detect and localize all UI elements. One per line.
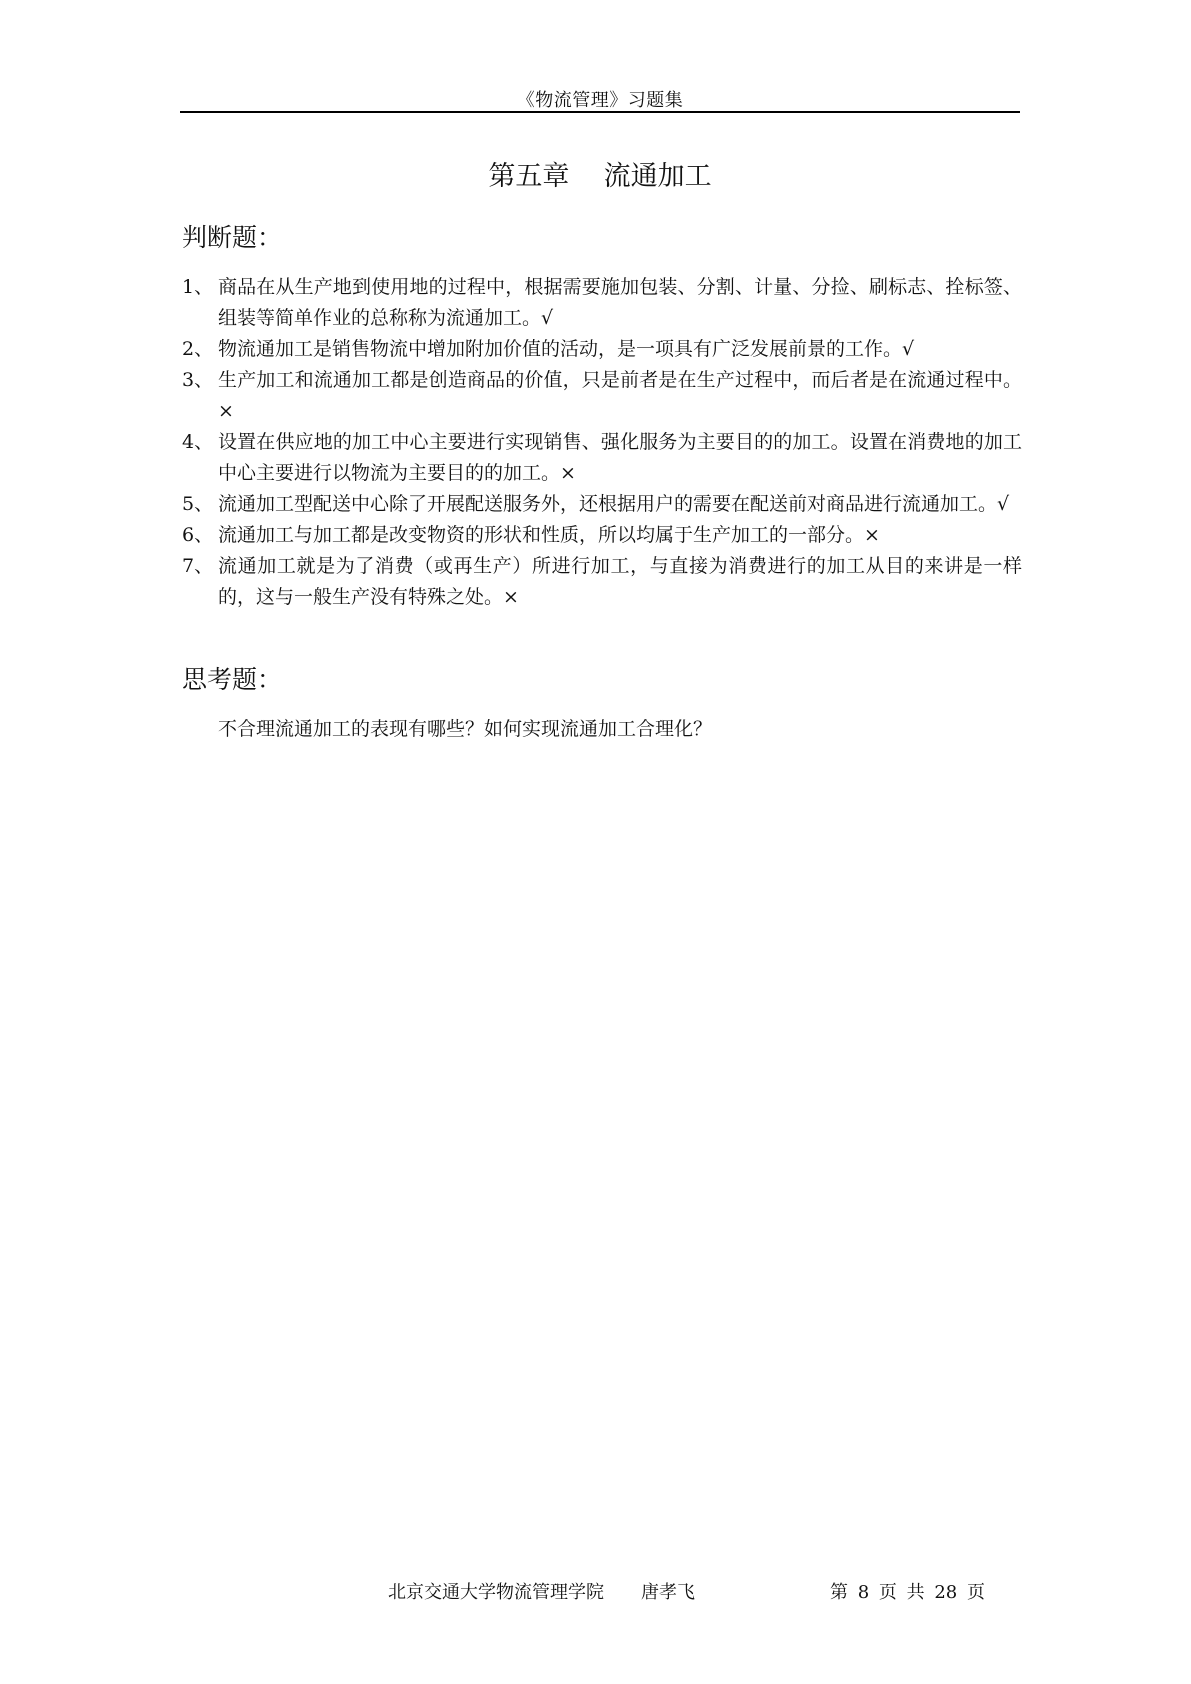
judgment-heading: 判断题：	[182, 223, 283, 252]
list-item	[182, 427, 1022, 489]
item-number: 1、	[182, 276, 214, 298]
judgment-list	[182, 272, 1022, 613]
item-number: 5、	[182, 493, 214, 515]
item-number: 7、	[182, 555, 214, 577]
item-number: 4、	[182, 431, 214, 453]
item-text: 流通加工型配送中心除了开展配送服务外，还根据用户的需要在配送前对商品进行流通加工。√	[218, 493, 1010, 515]
list-item	[182, 489, 1022, 520]
thinking-question: 不合理流通加工的表现有哪些？如何实现流通加工合理化？	[218, 718, 713, 740]
list-item	[182, 334, 1022, 365]
item-text: 流通加工就是为了消费（或再生产）所进行加工，与直接为消费进行的加工从目的来讲是一样的，这与一般生产没有特殊之处。×	[218, 555, 1022, 608]
thinking-heading: 思考题：	[182, 665, 283, 694]
item-text: 流通加工与加工都是改变物资的形状和性质，所以均属于生产加工的一部分。×	[218, 524, 880, 546]
list-item	[182, 272, 1022, 334]
header-rule	[180, 111, 1020, 113]
item-text: 物流通加工是销售物流中增加附加价值的活动，是一项具有广泛发展前景的工作。√	[218, 338, 915, 360]
footer-organization: 北京交通大学物流管理学院	[388, 1582, 604, 1603]
item-text: 商品在从生产地到使用地的过程中，根据需要施加包装、分割、计量、分捡、刷标志、拴标签、组装等简单作业的总称称为流通加工。√	[218, 276, 1022, 329]
footer-author: 唐孝飞	[641, 1582, 695, 1603]
item-text: 设置在供应地的加工中心主要进行实现销售、强化服务为主要目的的加工。设置在消费地的加工中心主要进行以物流为主要目的的加工。×	[218, 431, 1022, 484]
running-header: 《物流管理》习题集	[516, 90, 684, 111]
item-text: 生产加工和流通加工都是创造商品的价值，只是前者是在生产过程中，而后者是在流通过程中。×	[218, 369, 1022, 422]
list-item	[182, 365, 1022, 427]
item-number: 2、	[182, 338, 214, 360]
list-item	[182, 551, 1022, 613]
item-number: 6、	[182, 524, 214, 546]
chapter-title: 第五章 流通加工	[488, 161, 712, 192]
footer-page-number: 第 8 页 共 28 页	[830, 1582, 985, 1603]
item-number: 3、	[182, 369, 214, 391]
list-item	[182, 520, 1022, 551]
